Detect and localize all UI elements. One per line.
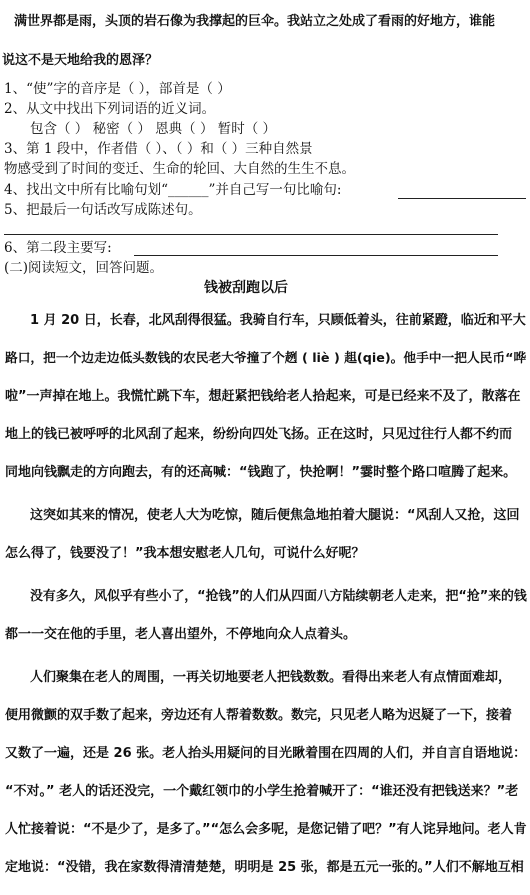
passage-line-12: 又数了一遍，还是 26 张。老人抬头用疑问的目光瞅着围在四周的人们，并自言自语地说： [5,746,527,761]
passage-line-2: 路口，把一个边走边低头数钱的农民老大爷撞了个趔 ( liè ) 趄(qie)。他手中一把人民币“哗 [5,351,527,366]
question-2-words: 包含（ ） 秘密（ ） 恩典（ ） 暂时（ ） [30,121,277,137]
question-3-line-2: 物感受到了时间的变迁、生命的轮回、大自然的生生不息。 [4,161,355,177]
passage-line-14: 人忙接着说：“不是少了，是多了。”“怎么会多呢，是您记错了吧？”有人诧异地问。老人肯 [5,822,527,837]
question-1: 1、“使”字的音序是（ ），部首是（ ） [4,81,231,97]
intro-line-2: 说这不是天地给我的恩泽？ [2,53,159,68]
passage-line-1: 1 月 20 日，长春，北风刮得很猛。我骑自行车，只顾低着头，往前紧蹬，临近和平大 [30,313,526,328]
passage-line-3: 啦”一声掉在地上。我慌忙跳下车，想赶紧把钱给老人拾起来，可是已经来不及了，散落在 [5,389,521,404]
passage-line-8: 没有多久，风似乎有些小了，“抢钱”的人们从四面八方陆续朝老人走来，把“抢”来的钱 [30,589,527,604]
section-heading: (二)阅读短文，回答问题。 [4,260,164,276]
answer-line-q6 [134,255,498,256]
question-6: 6、第二段主要写: [4,240,112,256]
passage-line-10: 人们聚集在老人的周围，一再关切地要老人把钱数数。看得出来老人有点情面难却， [30,670,512,685]
passage-line-13: “不对。” 老人的话还没完，一个戴红领巾的小学生抢着喊开了：“谁还没有把钱送来？”老 [5,784,519,799]
answer-line-q5 [4,234,498,235]
question-4: 4、找出文中所有比喻句划“______”并自己写一句比喻句: [4,182,342,198]
passage-title: 钱被刮跑以后 [204,280,288,296]
answer-line-q4 [398,198,526,199]
passage-line-4: 地上的钱已被呼呼的北风刮了起来，纷纷向四处飞扬。正在这时，只见过往行人都不约而 [5,427,513,442]
intro-line-1: 满世界都是雨，头顶的岩石像为我撑起的巨伞。我站立之处成了看雨的好地方，谁能 [14,14,496,29]
passage-line-7: 怎么得了，钱要没了！”我本想安慰老人几句，可说什么好呢？ [5,546,365,561]
passage-line-6: 这突如其来的情况，使老人大为吃惊，随后便焦急地拍着大腿说：“风刮人又抢，这回 [30,508,520,523]
question-2: 2、从文中找出下列词语的近义词。 [4,101,216,117]
passage-line-9: 都一一交在他的手里，老人喜出望外，不停地向众人点着头。 [5,627,357,642]
passage-line-5: 同地向钱飘走的方向跑去，有的还高喊：“钱跑了，快抢啊！”霎时整个路口喧腾了起来。 [5,465,517,480]
question-3-line-1: 3、第 1 段中，作者借（ ）、（ ）和（ ）三种自然景 [4,141,313,157]
passage-line-15: 定地说：“没错，我在家数得清清楚楚，明明是 25 张，都是五元一张的。”人们不解地互相 [5,860,524,875]
passage-line-11: 便用微颤的双手数了起来，旁边还有人帮着数数。数完，只见老人略为迟疑了一下，接着 [5,708,513,723]
question-5: 5、把最后一句话改写成陈述句。 [4,202,202,218]
